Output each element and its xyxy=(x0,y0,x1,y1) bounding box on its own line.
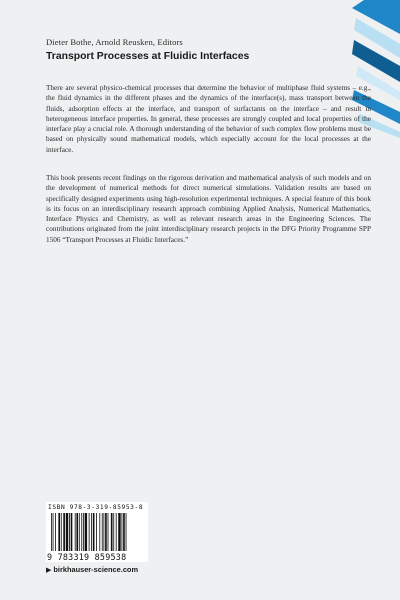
barcode-bar xyxy=(53,513,54,551)
barcode-label xyxy=(46,502,148,562)
description-paragraph-1: There are several physico-chemical processes that determine the behavior of multiphase fluid systems – e.g., the fluid dynamics in the different phases and the dynamics of the interface(s), mass transport between the fluids, adsorption effects at the interface, and transport of surfactants on the interface – and result in heterogeneous interface properties. In general, these processes are strongly coupled and local properties of the interface play a crucial role. A thorough understanding of the behavior of such complex flow problems must be based on physically sound mathematical models, which especially account for the local processes at the interface. xyxy=(46,84,371,154)
barcode-bar xyxy=(108,513,109,551)
barcode-bar xyxy=(79,513,80,551)
book-title: Transport Processes at Fluidic Interfaces xyxy=(46,51,250,62)
barcode-bar xyxy=(116,513,117,551)
ean-digits: 9 783319 859538 xyxy=(47,552,127,562)
publisher-website[interactable] xyxy=(46,565,138,574)
barcode-bar xyxy=(75,513,76,551)
barcode-bars xyxy=(48,513,146,551)
isbn-number: ISBN 978-3-319-85953-8 xyxy=(48,504,144,511)
barcode-bar xyxy=(113,513,114,551)
barcode-bar xyxy=(118,513,120,551)
barcode-bar xyxy=(93,513,95,551)
barcode-bar xyxy=(51,513,52,551)
barcode-bar xyxy=(102,513,103,551)
barcode-bar xyxy=(83,513,84,551)
editors-line: Dieter Bothe, Arnold Reusken, Editors xyxy=(46,37,183,47)
barcode-bar xyxy=(55,513,56,551)
barcode-bar xyxy=(89,513,90,551)
barcode-bar xyxy=(105,513,107,551)
website-text: birkhauser-science.com xyxy=(53,565,139,574)
barcode-bar xyxy=(81,513,82,551)
barcode-bar xyxy=(103,513,104,551)
barcode-bar xyxy=(85,513,87,551)
barcode-bar xyxy=(111,513,113,551)
barcode-bar xyxy=(69,513,70,551)
barcode-bar xyxy=(63,513,65,551)
barcode-bar xyxy=(91,513,92,551)
barcode-bar xyxy=(126,513,127,551)
barcode-bar xyxy=(61,513,62,551)
barcode-bar xyxy=(123,513,125,551)
barcode-bar xyxy=(66,513,68,551)
barcode-bar xyxy=(58,513,60,551)
description-paragraph-2: This book presents recent findings on the rigorous derivation and mathematical analysis of such models and on the development of numerical methods for direct numerical simulations. Validation results are based on specifically designed experiments using high-resolution experimental techniques. A special feature of this book is its focus on an interdisciplinary research approach combining Applied Analysis, Numerical Mathematics, Interface Physics and Chemistry, as well as relevant research areas in the Engineering Sciences. The contributions originated from the joint interdisciplinary research projects in the DFG Priority Programme SPP 1506 “Transport Processes at Fluidic Interfaces.” xyxy=(46,174,371,244)
barcode-bar xyxy=(71,513,73,551)
barcode-bar xyxy=(76,513,78,551)
barcode-bar xyxy=(96,513,97,551)
barcode-bar xyxy=(99,513,100,551)
arrow-right-icon: ▶ xyxy=(46,567,52,574)
barcode-bar xyxy=(122,513,123,551)
